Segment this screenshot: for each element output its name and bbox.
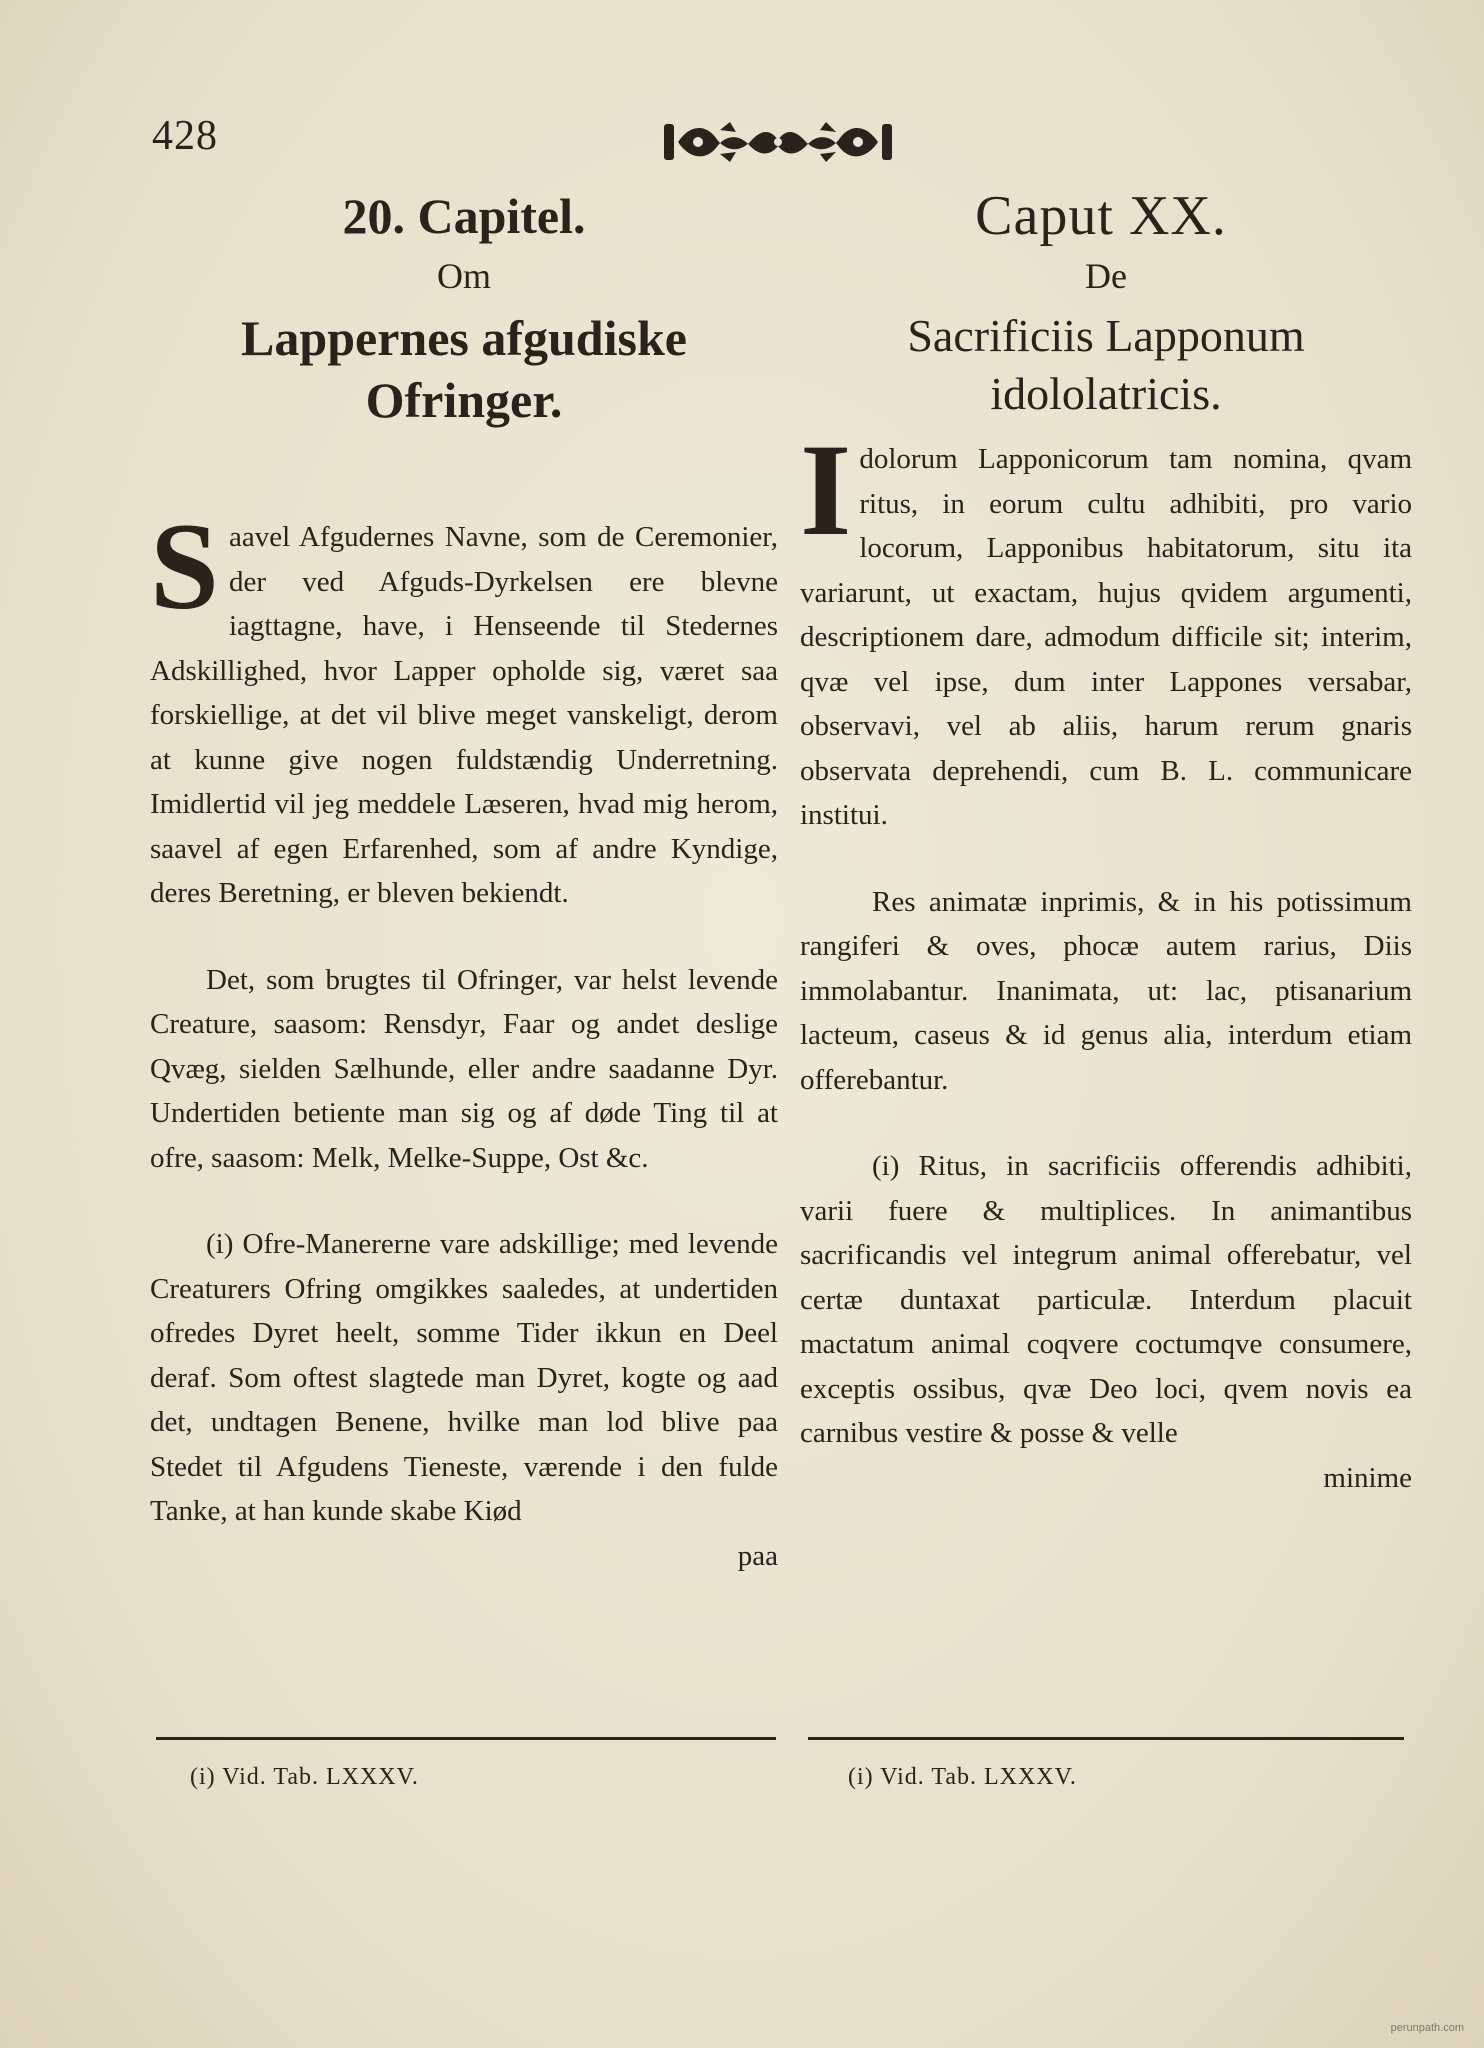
footnote-rule [156, 1737, 776, 1740]
catchword: paa [737, 1539, 778, 1572]
paragraph-1 [800, 416, 1412, 838]
paragraph-3: (i) Ofre-Manererne vare adskillige; med levende Creaturers Ofring omgikkes saaledes, at undertiden ofredes Dyret heelt, somme Tider ikkun en Deel deraf. Som oftest slagtede man Dyret, kogte og aad det, undtagen Benene, hvilke man lod blive paa Stedet til Afgudens Tieneste, værende i den fulde Tanke, at han kunde skabe Kiød [150, 1228, 778, 1527]
chapter-preposition: Om [437, 256, 491, 296]
latin-column [800, 185, 1412, 1500]
paragraph-2: Res animatæ inprimis, & in his potissimum rangiferi & oves, phocæ autem rarius, Diis immolabantur. Inanimata, ut: lac, ptisanarium lacteum, caseus & id genus alia, interdum etiam offerebantur. [800, 885, 1412, 1096]
paragraph-1-text: aavel Afgudernes Navne, som de Ceremonier, der ved Afguds-Dyrkelsen ere blevne iagttagne, have, i Henseende til Stedernes Adskillighed, hvor Lapper opholde sig, været saa forskiellige, at det vil blive meget vanskeligt, derom at kunne give nogen fuldstændig Underretning. Imidlertid vil jeg meddele Læseren, hvad mig herom, saavel af egen Erfarenhed, som af andre Kyndige, deres Beretning, er bleven bekiendt. [150, 521, 778, 909]
chapter-heading: Caput XX. [975, 185, 1227, 247]
drop-cap: I [800, 416, 852, 563]
watermark: perunpath.com [1390, 2022, 1464, 2034]
footnote: (i) Vid. Tab. LXXXV. [190, 1764, 419, 1790]
chapter-title: Sacrificiis Lapponum idololatricis. [907, 310, 1305, 419]
paragraph-2: Det, som brugtes til Ofringer, var helst levende Creature, saasom: Rensdyr, Faar og andet deslige Qvæg, sielden Sælhunde, eller andre saadanne Dyr. Undertiden betiente man sig og af døde Ting til at ofre, saasom: Melk, Melke-Suppe, Ost &c. [150, 963, 778, 1174]
drop-cap: S [150, 498, 219, 635]
paragraph-1 [150, 498, 778, 916]
danish-column [150, 185, 778, 1578]
chapter-heading: 20. Capitel. [342, 188, 586, 244]
decorative-headpiece-icon [660, 118, 896, 166]
catchword: minime [1323, 1461, 1412, 1494]
footnote: (i) Vid. Tab. LXXXV. [848, 1764, 1077, 1790]
chapter-preposition: De [1085, 256, 1127, 296]
paragraph-3: (i) Ritus, in sacrificiis offerendis adhibiti, varii fuere & multiplices. In animantibus sacrificandis vel integrum animal offerebatur, vel certæ duntaxat particulæ. Interdum placuit mactatum animal coqvere coctumqve consumere, exceptis ossibus, qvæ Deo loci, qvem novis ea carnibus vestire & posse & velle [800, 1150, 1412, 1449]
footnote-rule [808, 1737, 1404, 1740]
paragraph-1-text: dolorum Lapponicorum tam nomina, qvam ritus, in eorum cultu adhibiti, pro vario locorum, Lapponibus habitatorum, situ ita variarunt, ut exactam, hujus qvidem argumenti, descriptionem dare, admodum difficile sit; interim, qvæ vel ipse, dum inter Lappones versabar, observavi, vel ab aliis, harum rerum gnaris observata deprehendi, cum B. L. communicare institui. [800, 443, 1412, 831]
page-number: 428 [152, 113, 218, 159]
chapter-title: Lappernes afgudiske Ofringer. [241, 310, 687, 428]
